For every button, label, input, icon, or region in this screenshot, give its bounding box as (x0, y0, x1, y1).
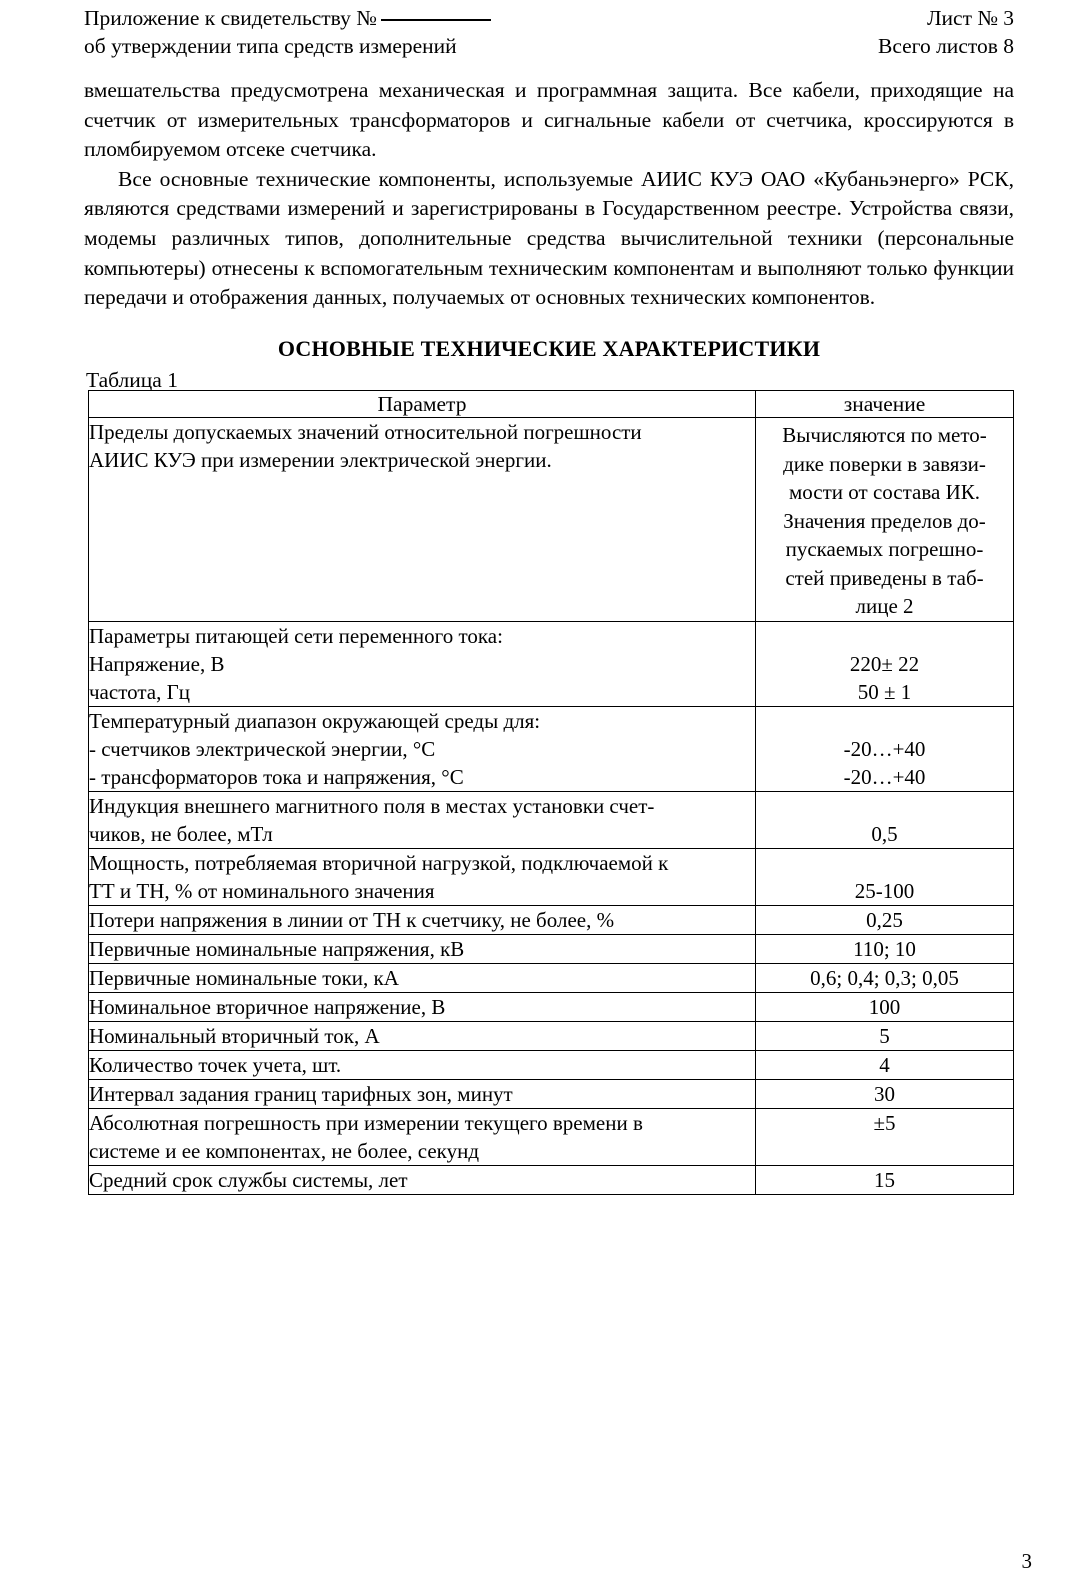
value-cell (756, 934, 1014, 963)
value-line: лице 2 (855, 594, 914, 618)
parameter-cell (89, 848, 756, 905)
parameter-cell (89, 934, 756, 963)
table-row (89, 1079, 1014, 1108)
parameter-cell (89, 992, 756, 1021)
parameter-cell (89, 706, 756, 791)
value-line: 0,25 (866, 907, 903, 932)
value-cell (756, 1165, 1014, 1194)
parameter-cell (89, 791, 756, 848)
parameter-cell (89, 1021, 756, 1050)
value-cell (756, 848, 1014, 905)
parameter-cell (89, 1165, 756, 1194)
value-line: 25-100 (854, 878, 915, 903)
value-cell (756, 1079, 1014, 1108)
parameter-cell (89, 905, 756, 934)
value-cell (756, 1108, 1014, 1165)
column-header-value: значение (756, 391, 1014, 418)
parameter-line: - трансформаторов тока и напряжения, °С (89, 764, 464, 789)
table-row (89, 1050, 1014, 1079)
parameter-line: Потери напряжения в линии от ТН к счетчику, не более, % (89, 907, 615, 932)
parameter-cell (89, 1079, 756, 1108)
parameter-cell (89, 621, 756, 706)
table-row (89, 905, 1014, 934)
table-row (89, 621, 1014, 706)
value-line: -20…+40 (843, 764, 926, 789)
value-line: 100 (868, 994, 901, 1019)
parameter-line: - счетчиков электрической энергии, °С (89, 736, 436, 761)
value-line: стей приведены в таб- (785, 565, 984, 590)
parameter-cell (89, 418, 756, 622)
value-line: 110; 10 (853, 936, 916, 961)
table-row (89, 418, 1014, 622)
table-body (89, 418, 1014, 1195)
parameter-line: Мощность, потребляемая вторичной нагрузкой, подключаемой к (89, 850, 669, 875)
column-header-parameter: Параметр (89, 391, 756, 418)
value-line: 4 (879, 1052, 890, 1077)
parameter-line: Первичные номинальные напряжения, кВ (89, 936, 465, 961)
certificate-subtitle-line: об утверждении типа средств измерений (84, 34, 457, 58)
value-line: 0,6; 0,4; 0,3; 0,05 (810, 965, 959, 990)
value-line (756, 792, 1013, 820)
parameter-line: Интервал задания границ тарифных зон, минут (89, 1081, 513, 1106)
value-line: дике поверки в завязи- (783, 451, 986, 476)
value-line: 220± 22 (849, 651, 920, 676)
page-number: 3 (1021, 1549, 1032, 1573)
table-row (89, 791, 1014, 848)
table-header-row (89, 391, 1014, 418)
table-row (89, 1108, 1014, 1165)
page-header (84, 4, 1014, 60)
sheet-number: Лист № 3 (926, 6, 1014, 30)
parameter-line: Количество точек учета, шт. (89, 1052, 342, 1077)
value-line: 30 (874, 1081, 895, 1106)
value-line (756, 707, 1013, 735)
parameter-line: Номинальное вторичное напряжение, В (89, 994, 446, 1019)
parameter-line: Индукция внешнего магнитного поля в местах установки счет- (89, 793, 655, 818)
value-line: 0,5 (871, 821, 898, 846)
value-line (756, 849, 1013, 877)
certificate-number-blank (381, 19, 491, 21)
parameter-line: ТТ и ТН, % от номинального значения (89, 878, 435, 903)
parameter-line: Температурный диапазон окружающей среды для: (89, 708, 541, 733)
section-heading: ОСНОВНЫЕ ТЕХНИЧЕСКИЕ ХАРАКТЕРИСТИКИ (277, 336, 821, 361)
value-line: 50 ± 1 (857, 679, 912, 704)
header-right-block (684, 4, 1014, 60)
table-row (89, 992, 1014, 1021)
table-row (89, 706, 1014, 791)
parameter-line: частота, Гц (89, 679, 190, 704)
table-row (89, 1021, 1014, 1050)
value-cell (756, 418, 1014, 622)
value-line: Вычисляются по мето- (782, 423, 987, 447)
total-sheets: Всего листов 8 (877, 34, 1014, 58)
value-cell (756, 905, 1014, 934)
paragraph-1: вмешательства предусмотрена механическая и программная защита. Все кабели, приходящие на счетчик от измерительных трансформаторов и сигнальные кабели от счетчика, кроссируются в пломбируемом отсеке счетчика. (84, 78, 1014, 162)
value-line: мости от состава ИК. (789, 480, 980, 504)
parameter-line: системе и ее компонентах, не более, секунд (89, 1138, 479, 1163)
value-line: пускаемых погрешно- (785, 537, 984, 561)
parameter-line: Пределы допускаемых значений относительной погрешности (89, 420, 642, 444)
value-line: ±5 (873, 1110, 896, 1135)
table-row (89, 1165, 1014, 1194)
value-cell (756, 963, 1014, 992)
value-line: 5 (879, 1023, 890, 1048)
table-caption: Таблица 1 (86, 368, 178, 392)
certificate-reference-label: Приложение к свидетельству № (84, 6, 377, 30)
value-cell (756, 706, 1014, 791)
parameter-cell (89, 963, 756, 992)
body-text (84, 76, 1014, 313)
value-cell (756, 1050, 1014, 1079)
value-cell (756, 791, 1014, 848)
specifications-table (88, 390, 1014, 1195)
table-row (89, 934, 1014, 963)
value-line: -20…+40 (843, 736, 926, 761)
value-line: Значения пределов до- (783, 508, 986, 533)
table-row (89, 963, 1014, 992)
value-cell (756, 1021, 1014, 1050)
table-row (89, 848, 1014, 905)
parameter-line: Номинальный вторичный ток, А (89, 1023, 380, 1048)
header-left-block (84, 4, 684, 60)
parameter-line: АИИС КУЭ при измерении электрической энергии. (89, 448, 552, 472)
parameter-line: Абсолютная погрешность при измерении текущего времени в (89, 1110, 643, 1135)
parameter-line: Напряжение, В (89, 651, 225, 676)
parameter-line: Первичные номинальные токи, кА (89, 965, 399, 990)
certificate-reference-line (84, 4, 684, 32)
parameter-line: Средний срок службы системы, лет (89, 1167, 408, 1192)
parameter-cell (89, 1050, 756, 1079)
paragraph-2: Все основные технические компоненты, используемые АИИС КУЭ ОАО «Кубаньэнерго» РСК, являются средствами измерений и зарегистрированы в Государственном реестре. Устройства связи, модемы различных типов, дополнительные средства вычислительной техники (персональные компьютеры) отнесены к вспомогательным техническим компонентам и выполняют только функции передачи и отображения данных, получаемых от основных технических компонентов. (84, 166, 1014, 310)
value-cell (756, 992, 1014, 1021)
value-line (756, 622, 1013, 650)
value-line: 15 (874, 1167, 895, 1192)
parameter-cell (89, 1108, 756, 1165)
parameter-line: Параметры питающей сети переменного тока: (89, 623, 503, 648)
parameter-line: чиков, не более, мТл (89, 821, 273, 846)
value-cell (756, 621, 1014, 706)
